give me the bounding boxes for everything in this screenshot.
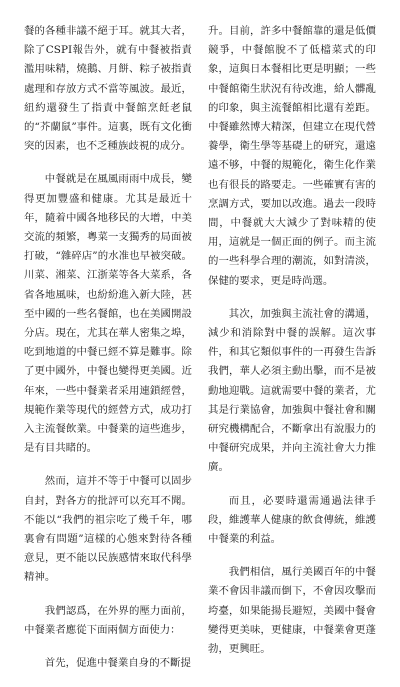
right-paragraph-4: 我們相信，風行美國百年的中餐業不會因非議而倒下，不會因攻擊而垮臺，如果能揚長避短，美國中餐會變得更美味，更健康，中餐業會更蓬勃，更興旺。 [208,566,376,656]
right-column [208,22,376,673]
left-paragraph-1: 餐的各種非議不絕于耳。就其大者，除了CSPI報告外，就有中餐被指責濫用味精，燒鵝、月餅、粽子被指責處理和存放方式不當等風波。最近，紐約還發生了指責中餐館烹飪老鼠的“芥蘭鼠”事件。這裏，既有文化衝突的因素，也不乏種族歧視的成分。 [24,25,192,153]
left-paragraph-3: 然而，這并不等于中餐可以固步自封，對各方的批評可以充耳不聞。不能以“我們的祖宗吃了幾千年，哪裏會有問題”這樣的心態來對待各種意見，更不能以民族感情來取代科學精神。 [24,475,192,584]
right-paragraph-1: 升。目前，許多中餐館靠的還是低價競爭，中餐館脫不了低檔菜式的印象，這與日本餐相比更是明顯；一些中餐館衛生狀況有待改進，給人髒亂的印象，與主流餐館相比還有差距。中餐雖然博大精深，但建立在現代營養學，衛生學等基礎上的研究，還遠遠不够，中餐的規範化，衛生化作業也有很長的路要走。一些確實有害的烹調方式，要加以改進。過去一段時間，中餐就大大減少了對味精的使用，這就是一個正面的例子。而主流的一些科學合理的潮流，如對清淡，保健的要求，更是時尚選。 [208,25,376,287]
left-paragraph-4: 我們認爲，在外界的壓力面前，中餐業者應從下面兩個方面使力： [24,604,192,636]
right-paragraph-3: 而且，必要時還需通過法律手段，維護華人健康的飲食傳統，維護中餐業的利益。 [208,494,376,546]
left-paragraph-5: 首先，促進中餐業自身的不斷提 [44,657,191,670]
left-paragraph-2: 中餐就是在風風雨雨中成長，變得更加豐盛和健康。尤其是最近十年，隨着中國各地移民的大增，中美交流的頻繁，粵菜一支獨秀的局面被打破，“雜碎店”的水准也早被突破。川菜、湘菜、江浙菜等各大菜系，各省各地風味，也紛紛進入新大陸，甚至中國的一些名餐館，也在美國開設分店。現在，尤其在華人密集之埠，吃到地道的中餐已經不算是難事。除了更中國外，中餐也變得更美國。近年來，一些中餐業者采用連鎖經營，規範作業等現代的經營方式，成功打入主流餐飲業。中餐業的這些進步，是有目共睹的。 [24,173,192,455]
left-column [24,22,192,687]
right-paragraph-2: 其次，加強與主流社會的溝通，減少和消除對中餐的誤解。這次事件，和其它類似事件的一再發生告訴我們，華人必須主動出擊，而不是被動地迎戰。這就需要中餐的業者，尤其是行業協會，加強與中餐社會和關研究機構配合，不斷拿出有說服力的中餐研究成果，并向主流社會大力推廣。 [208,307,376,474]
